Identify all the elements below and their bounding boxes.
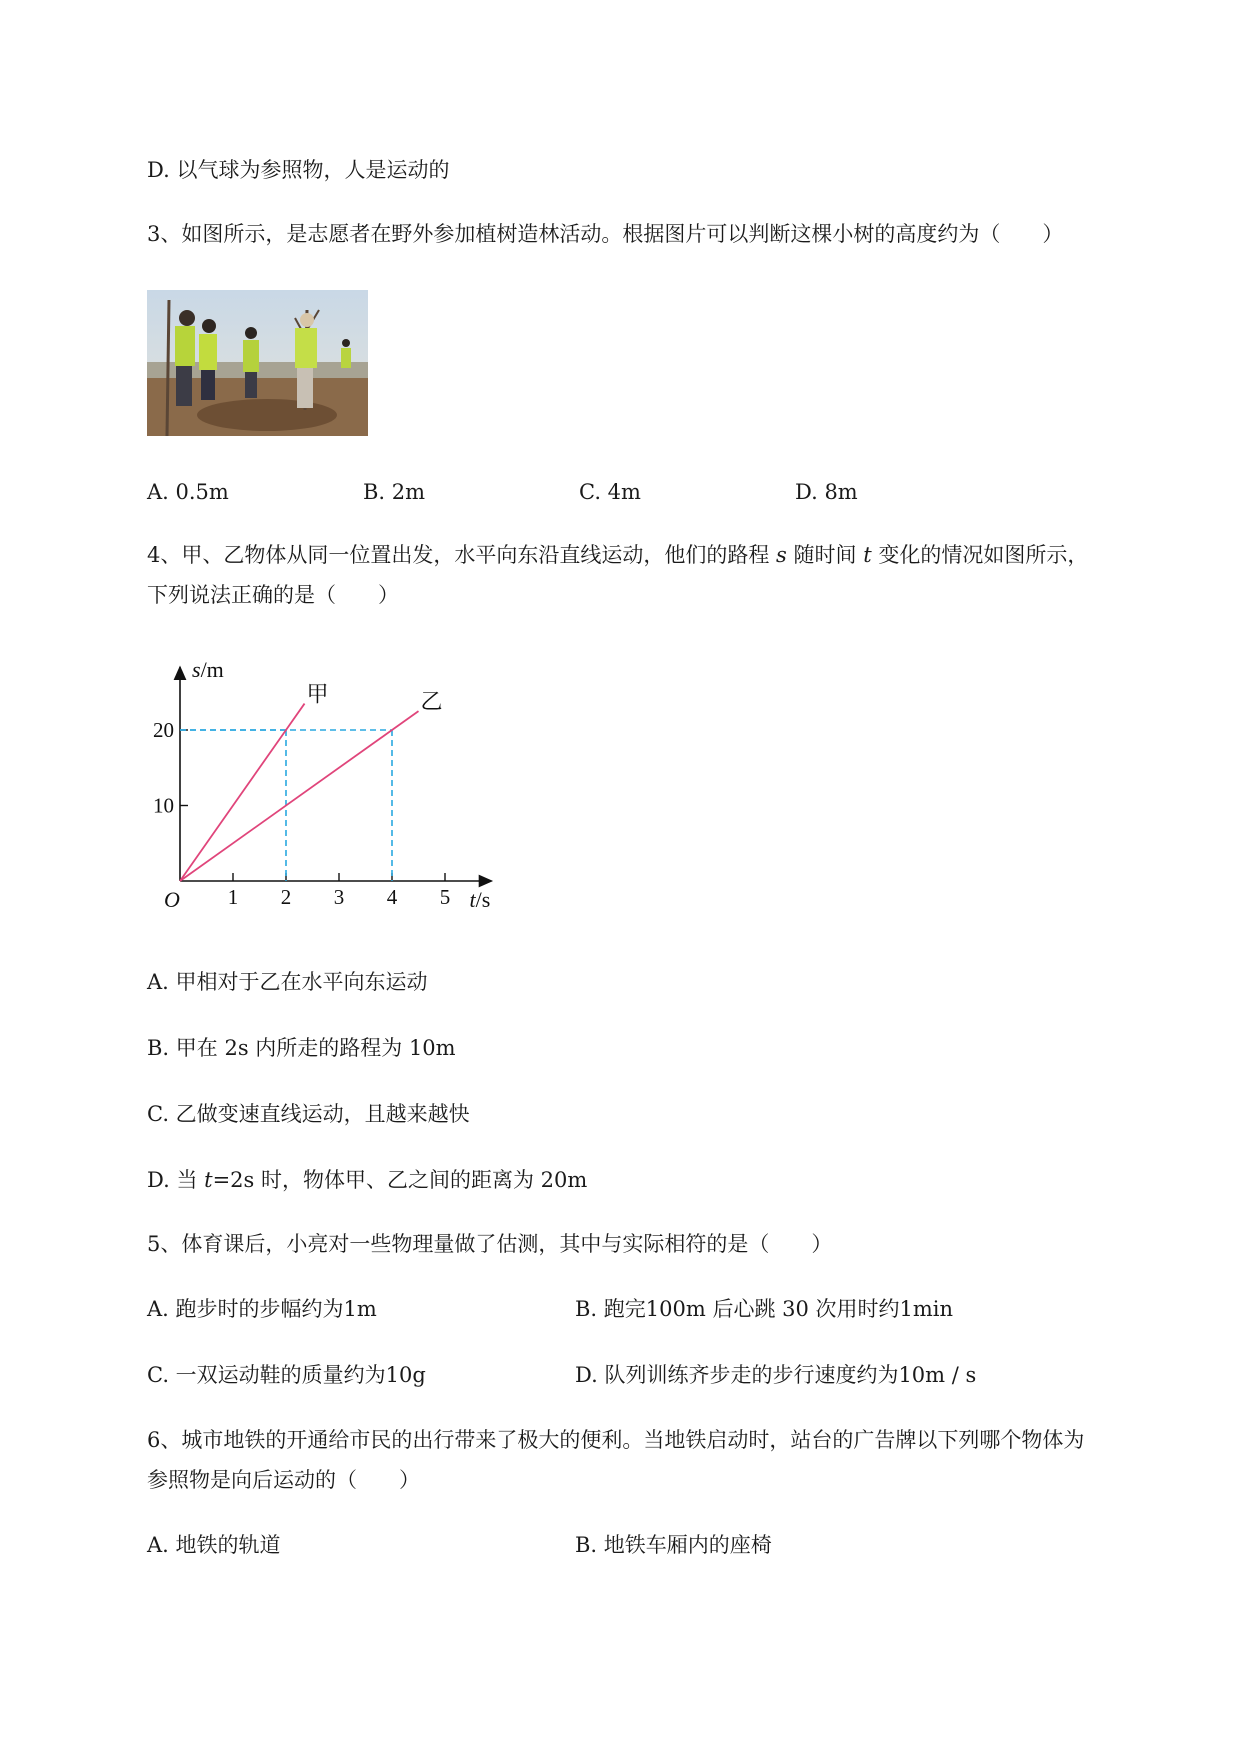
q5-option-a: A. 跑步时的步幅约为1m [147, 1297, 377, 1321]
x-axis-var: t [469, 887, 476, 912]
y-tick-label-20: 20 [153, 718, 174, 742]
series-label-0: 甲 [306, 682, 329, 708]
q3-stem: 3、如图所示，是志愿者在野外参加植树造林活动。根据图片可以判断这棵小树的高度约为（ ） [147, 222, 1064, 246]
q4-option-b: B. 甲在 2s 内所走的路程为 10m [147, 1036, 456, 1060]
q3-option-d: D. 8m [795, 480, 858, 504]
y-tick-label-10: 10 [153, 793, 174, 818]
x-axis-unit: /s [475, 887, 491, 912]
q4-option-a: A. 甲相对于乙在水平向东运动 [147, 970, 428, 994]
q5-option-b: B. 跑完100m 后心跳 30 次用时约1min [575, 1297, 954, 1321]
series-label-1: 乙 [420, 690, 443, 716]
x-tick-label-2: 2 [280, 885, 292, 909]
s-t-graph [140, 650, 520, 930]
origin-label: O [164, 887, 180, 912]
q6-option-b: B. 地铁车厢内的座椅 [575, 1533, 772, 1557]
q4-stem-part1: 4、甲、乙物体从同一位置出发，水平向东沿直线运动，他们的路程 [147, 543, 777, 567]
q3-option-b: B. 2m [363, 480, 426, 504]
y-axis-unit: /m [200, 657, 224, 682]
q3-option-c: C. 4m [579, 480, 641, 504]
x-tick-label-4: 4 [386, 885, 398, 909]
q4-stem-part2: 随时间 [786, 543, 864, 567]
q2-option-d: D. 以气球为参照物，人是运动的 [147, 158, 450, 182]
x-tick-label-3: 3 [333, 885, 345, 909]
q5-option-c: C. 一双运动鞋的质量约为10g [147, 1363, 426, 1387]
y-axis-var: s [192, 657, 201, 682]
q4-option-d-var-t: t [204, 1168, 213, 1192]
q4-stem-line2: 下列说法正确的是（ ） [147, 583, 399, 607]
q4-option-d-suffix: =2s 时，物体甲、乙之间的距离为 20m [212, 1168, 588, 1192]
q4-option-c: C. 乙做变速直线运动，且越来越快 [147, 1102, 470, 1126]
x-axis-label [470, 887, 491, 912]
q6-stem-line2: 参照物是向后运动的（ ） [147, 1468, 420, 1492]
q6-stem-line1: 6、城市地铁的开通给市民的出行带来了极大的便利。当地铁启动时，站台的广告牌以下列哪个物体为 [147, 1428, 1085, 1452]
y-axis-label [192, 657, 224, 682]
series-line-1 [180, 711, 419, 881]
q4-stem-var-t: t [863, 543, 872, 567]
q5-stem: 5、体育课后，小亮对一些物理量做了估测，其中与实际相符的是（ ） [147, 1232, 833, 1256]
x-tick-label-1: 1 [227, 885, 239, 909]
x-tick-label-5: 5 [439, 885, 451, 909]
q6-option-a: A. 地铁的轨道 [147, 1533, 281, 1557]
q4-option-d [147, 1165, 587, 1195]
q5-option-d: D. 队列训练齐步走的步行速度约为10m / s [575, 1363, 977, 1387]
q4-stem-var-s: s [776, 543, 787, 567]
q4-stem-part3: 变化的情况如图所示， [871, 543, 1089, 567]
q4-stem-line1 [147, 540, 1088, 570]
q4-option-d-prefix: D. 当 [147, 1168, 205, 1192]
tree-planting-photo [147, 290, 368, 436]
q3-option-a: A. 0.5m [147, 480, 229, 504]
